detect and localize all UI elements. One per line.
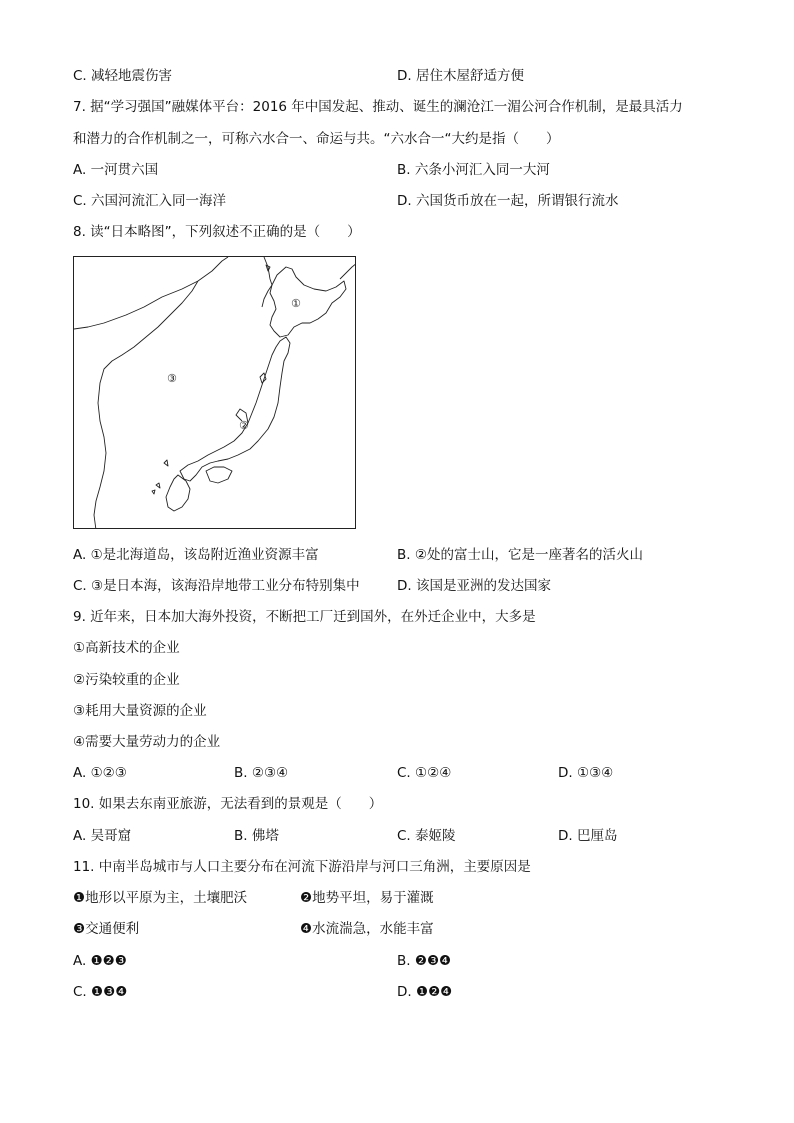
q10-stem: 10. 如果去东南亚旅游，无法看到的景观是（ ）	[73, 796, 383, 812]
q9-option-d: D. ①③④	[558, 765, 614, 781]
q11-option-d: D. ❶❷❹	[397, 984, 453, 1000]
q8-option-c: C. ③是日本海，该海沿岸地带工业分布特别集中	[73, 578, 360, 594]
q11-item-2: ❷地势平坦，易于灌溉	[300, 890, 434, 906]
q9-item-2: ②污染较重的企业	[73, 672, 180, 688]
kyushu-island	[166, 475, 190, 511]
map-label-3: ③	[167, 372, 177, 385]
q9-option-c: C. ①②④	[397, 765, 452, 781]
q10-option-a: A. 吴哥窟	[73, 828, 132, 844]
q9-item-4: ④需要大量劳动力的企业	[73, 734, 221, 750]
q11-option-a: A. ❶❷❸	[73, 953, 127, 969]
q9-option-b: B. ②③④	[234, 765, 289, 781]
q7-option-a: A. 一河贯六国	[73, 162, 159, 178]
q7-stem-line2: 和潜力的合作机制之一，可称六水合一、命运与共。“六水合一“大约是指（ ）	[73, 131, 560, 147]
japan-map-svg	[74, 257, 356, 529]
q11-stem: 11. 中南半岛城市与人口主要分布在河流下游沿岸与河口三角洲，主要原因是	[73, 859, 531, 875]
q8-option-a: A. ①是北海道岛，该岛附近渔业资源丰富	[73, 547, 319, 563]
q6-option-d: D. 居住木屋舒适方便	[397, 68, 524, 84]
q11-item-1: ❶地形以平原为主，土壤肥沃	[73, 890, 248, 906]
shikoku-island	[206, 467, 232, 483]
q10-option-c: C. 泰姬陵	[397, 828, 456, 844]
honshu-island	[180, 337, 290, 481]
hokkaido-island	[270, 267, 346, 337]
q8-option-d: D. 该国是亚洲的发达国家	[397, 578, 551, 594]
q7-option-c: C. 六国河流汇入同一海洋	[73, 193, 227, 209]
q6-option-c: C. 减轻地震伤害	[73, 68, 173, 84]
q11-item-4: ❹水流湍急，水能丰富	[300, 921, 434, 937]
q11-option-c: C. ❶❸❹	[73, 984, 128, 1000]
q7-stem-line1: 7. 据“学习强国”融媒体平台：2016 年中国发起、推动、诞生的澜沧江一湄公河合作机制，是最具活力	[73, 99, 683, 115]
goto-islets	[152, 483, 160, 494]
map-label-2: ②	[239, 419, 249, 432]
mainland-coast	[74, 257, 228, 529]
q10-option-b: B. 佛塔	[234, 828, 279, 844]
q11-option-b: B. ❷❸❹	[397, 953, 452, 969]
q8-stem: 8. 读“日本略图”，下列叙述不正确的是（ ）	[73, 224, 361, 240]
q8-option-b: B. ②处的富士山，它是一座著名的活火山	[397, 547, 643, 563]
kuril-islets	[266, 263, 356, 279]
q7-option-d: D. 六国货币放在一起，所谓银行流水	[397, 193, 619, 209]
map-label-1: ①	[291, 297, 301, 310]
q7-option-b: B. 六条小河汇入同一大河	[397, 162, 550, 178]
q9-item-3: ③耗用大量资源的企业	[73, 703, 207, 719]
q10-option-d: D. 巴厘岛	[558, 828, 618, 844]
tsushima-islet	[164, 460, 168, 466]
q9-item-1: ①高新技术的企业	[73, 640, 180, 656]
q11-item-3: ❸交通便利	[73, 921, 140, 937]
japan-sketch-map	[73, 256, 356, 529]
sakhalin	[262, 257, 272, 307]
q9-stem: 9. 近年来，日本加大海外投资，不断把工厂迁到国外，在外迁企业中，大多是	[73, 609, 536, 625]
q9-option-a: A. ①②③	[73, 765, 127, 781]
